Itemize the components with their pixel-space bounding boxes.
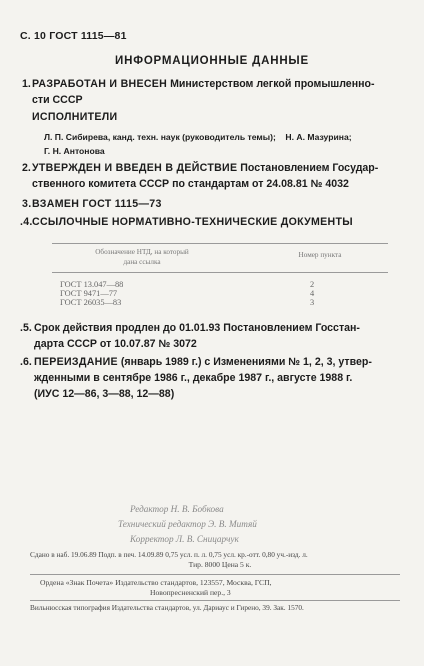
executors-heading: ИСПОЛНИТЕЛИ [32, 111, 118, 123]
imprint-line: Тир. 8000 Цена 5 к. [188, 560, 252, 569]
item-caps: ПЕРЕИЗДАНИЕ [34, 356, 118, 368]
imprint-line: Сдано в наб. 19.06.89 Подп. в печ. 14.09.89 0,75 усл. п. л. 0,75 усл. кр.-отт. 0,80 уч.-изд. л. [30, 550, 308, 559]
executors-list [44, 130, 414, 158]
item-references [20, 214, 414, 230]
item-number: 3. [22, 198, 32, 210]
imprint-publisher [40, 578, 410, 598]
imprint-line: Новопресненский пер., 3 [150, 588, 231, 597]
item-text: Постановлением Государ- [240, 162, 379, 174]
item-caps: РАЗРАБОТАН И ВНЕСЕН [32, 78, 168, 90]
item-caps: УТВЕРЖДЕН И ВВЕДЕН В ДЕЙСТВИЕ [32, 162, 238, 174]
item-text: ССЫЛОЧНЫЕ НОРМАТИВНО-ТЕХНИЧЕСКИЕ ДОКУМЕНТЫ [32, 216, 353, 228]
credits [118, 502, 257, 547]
executor-line: Н. А. Мазурина; [285, 132, 352, 142]
credit-tech-editor: Технический редактор Э. В. Митяй [118, 519, 257, 529]
imprint-line: Ордена «Знак Почета» Издательство стандартов, 123557, Москва, ГСП, [40, 578, 272, 587]
table-header-point: Номер пункта [298, 251, 342, 259]
table-top-rule [52, 243, 388, 244]
header-line: дана ссылка [123, 258, 161, 266]
header-line: Обозначение НТД, на который [95, 248, 189, 256]
item-number: .6. [20, 356, 32, 368]
table-row [60, 289, 360, 298]
executor-line: Г. Н. Антонова [44, 146, 105, 156]
item-validity [20, 320, 414, 354]
table-body [60, 280, 360, 307]
item-text: ственного комитета СССР по стандартам от 24.08.81 № 4032 [32, 178, 349, 190]
table-cell-point: 2 [310, 280, 315, 289]
item-text: сти СССР [32, 94, 83, 106]
table-row [60, 298, 360, 307]
table-cell-doc: ГОСТ 26035—83 [60, 298, 122, 307]
table-cell-doc: ГОСТ 13.047—88 [60, 280, 124, 289]
item-number: 2. [22, 162, 31, 174]
table-header-rule [52, 272, 388, 273]
credit-editor: Редактор Н. В. Бобкова [130, 504, 224, 514]
item-reissue [20, 354, 416, 404]
imprint-printer: Вильнюсская типография Издательства стандартов, ул. Дариаус и Гирено, 39. Зак. 1570. [30, 603, 304, 612]
table-cell-doc: ГОСТ 9471—77 [60, 289, 118, 298]
item-text: Срок действия продлен до 01.01.93 Постановлением Госстан- [34, 322, 360, 334]
page-title: ИНФОРМАЦИОННЫЕ ДАННЫЕ [115, 55, 309, 67]
item-text: (ИУС 12—86, 3—88, 12—88) [34, 388, 175, 400]
item-text: жденными в сентябре 1986 г., декабре 1987 г., августе 1988 г. [34, 372, 353, 384]
item-number: .5. [20, 322, 32, 334]
imprint-production [30, 550, 410, 570]
item-developed [22, 76, 412, 110]
executor-line: Л. П. Сибирева, канд. техн. наук (руководитель темы); [44, 132, 276, 142]
imprint-rule [30, 574, 400, 575]
page-header: С. 10 ГОСТ 1115—81 [20, 30, 127, 42]
credit-proofreader: Корректор Л. В. Сницарчук [130, 534, 239, 544]
table-header-document [52, 247, 232, 267]
table-row [60, 280, 360, 289]
item-text: Министерством легкой промышленно- [170, 78, 375, 90]
item-number: 1. [22, 78, 31, 90]
imprint-rule [30, 600, 400, 601]
item-replaces [22, 196, 414, 212]
item-text: (январь 1989 г.) с Изменениями № 1, 2, 3, утвер- [120, 356, 372, 368]
item-text: ВЗАМЕН ГОСТ 1115—73 [32, 198, 162, 210]
item-approved [22, 160, 414, 194]
item-number: .4. [20, 216, 33, 228]
table-cell-point: 4 [310, 289, 315, 298]
item-text: дарта СССР от 10.07.87 № 3072 [34, 338, 197, 350]
table-cell-point: 3 [310, 298, 315, 307]
